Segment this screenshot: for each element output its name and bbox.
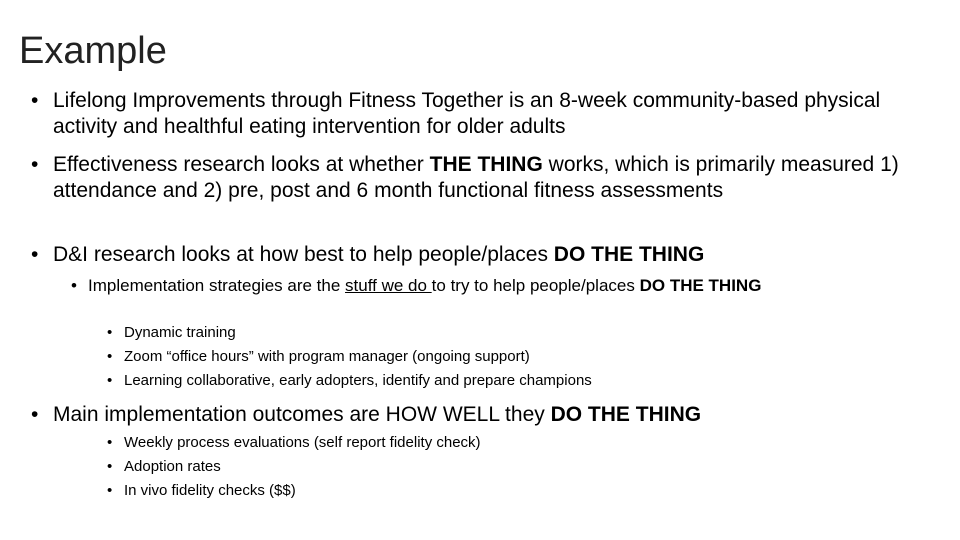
emphasis-text: DO THE THING (553, 243, 705, 266)
bullet-text (31, 152, 941, 204)
bullet-text: Dynamic training (124, 324, 236, 341)
bullet-text (31, 402, 941, 428)
bullet-text: Adoption rates (124, 458, 221, 475)
bullet-icon: • (107, 372, 113, 389)
bullet-dandi-research (31, 242, 941, 268)
text-run: D&I research looks at how best to help people/places (53, 243, 554, 266)
bullet-implementation-strategies (71, 275, 931, 297)
bullet-icon: • (31, 153, 39, 176)
bullet-icon: • (31, 89, 39, 112)
sub-bullet-dynamic-training (107, 321, 927, 345)
bullet-implementation-outcomes (31, 402, 941, 428)
bullet-lift-description (31, 88, 941, 140)
emphasis-text: DO THE THING (550, 403, 702, 426)
emphasis-text: THE THING (429, 153, 543, 176)
sub-bullet-zoom-office-hours (107, 345, 927, 369)
bullet-text: Zoom “office hours” with program manager (ongoing support) (124, 348, 530, 365)
bullet-icon: • (31, 403, 39, 426)
bullet-text (71, 275, 931, 297)
underlined-text: stuff we do (345, 276, 432, 295)
text-run: Implementation strategies are the (88, 276, 346, 295)
bullet-text (31, 242, 941, 268)
text-run: works, which is primarily measured 1) attendance and 2) pre, post and 6 month functional fitness assessments (53, 153, 899, 202)
sub-bullet-weekly-evaluations (107, 431, 927, 455)
bullet-icon: • (107, 434, 113, 451)
bullet-effectiveness-research (31, 152, 941, 204)
bullet-text: Weekly process evaluations (self report fidelity check) (124, 434, 481, 451)
bullet-icon: • (71, 276, 77, 295)
bullet-icon: • (107, 324, 113, 341)
emphasis-text: DO THE THING (639, 276, 762, 295)
bullet-text: Learning collaborative, early adopters, identify and prepare champions (124, 372, 592, 389)
slide-title: Example (19, 30, 167, 72)
bullet-icon: • (107, 482, 113, 499)
bullet-icon: • (31, 243, 39, 266)
bullet-text: In vivo fidelity checks ($$) (124, 482, 296, 499)
bullet-text: Lifelong Improvements through Fitness Together is an 8-week community-based physical activity and healthful eating intervention for older adults (53, 89, 881, 138)
bullet-icon: • (107, 458, 113, 475)
bullet-icon: • (107, 348, 113, 365)
text-run: to try to help people/places (431, 276, 640, 295)
text-run: Main implementation outcomes are HOW WELL they (53, 403, 551, 426)
text-run: Effectiveness research looks at whether (53, 153, 430, 176)
sub-bullet-fidelity-checks (107, 479, 927, 503)
sub-bullet-adoption-rates (107, 455, 927, 479)
sub-bullet-learning-collaborative (107, 369, 927, 393)
